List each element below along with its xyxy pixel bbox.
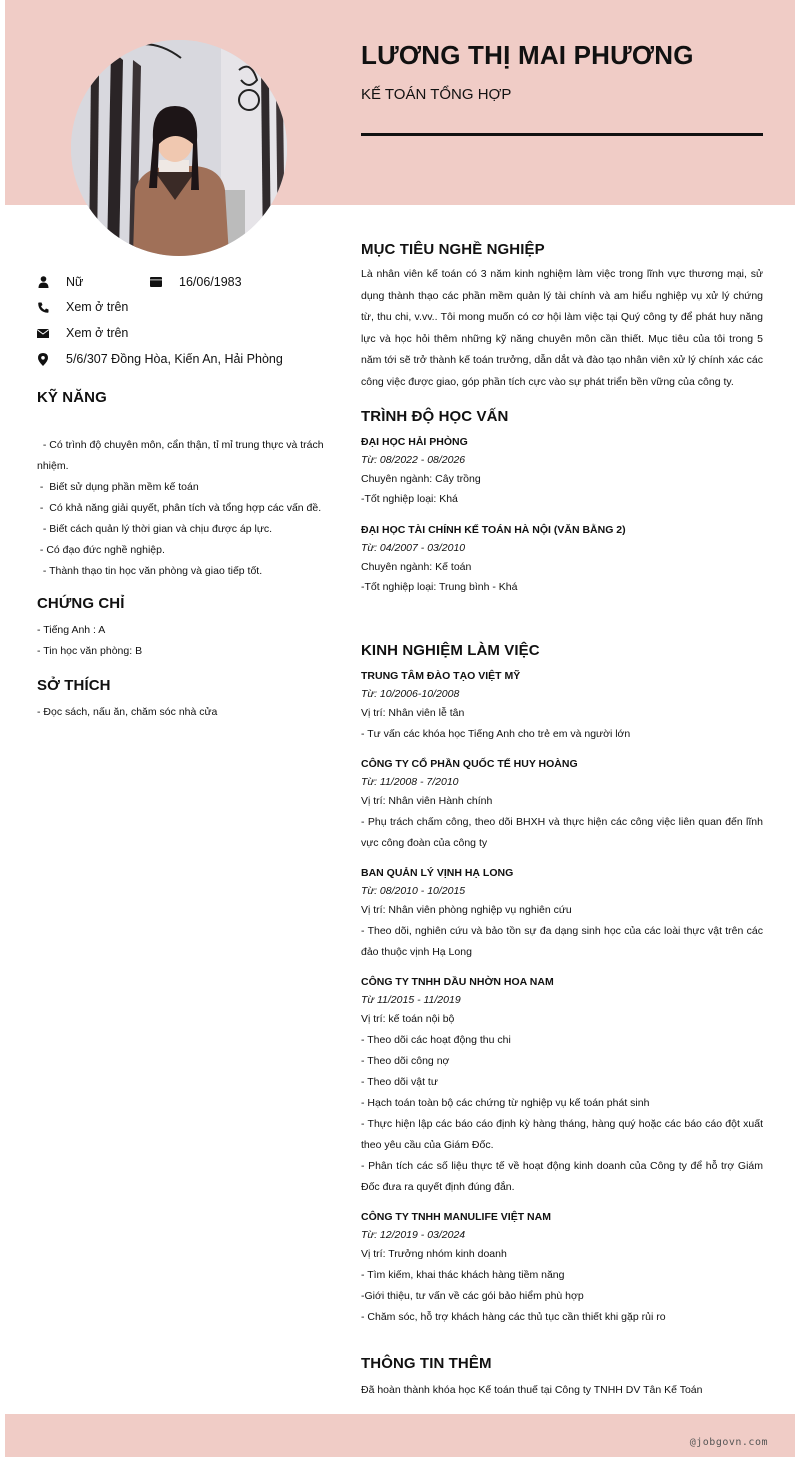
experience-detail: - Tìm kiếm, khai thác khách hàng tiềm năng [361, 1269, 565, 1281]
experience-period: Từ: 11/2008 - 7/2010 [361, 776, 459, 788]
skills-list [37, 435, 327, 582]
skill-item: - Thành thạo tin học văn phòng và giao tiếp tốt. [37, 565, 263, 577]
experience-detail: - Tư vấn các khóa học Tiếng Anh cho trẻ em và người lớn [361, 728, 631, 740]
candidate-name: LƯƠNG THỊ MAI PHƯƠNG [361, 40, 694, 70]
experience-detail: - Phụ trách chấm công, theo dõi BHXH và thực hiện các công việc liên quan đến lĩnh vực công đoàn của công ty [361, 816, 763, 849]
education-detail: Chuyên ngành: Cây trồng [361, 473, 481, 485]
education-heading: TRÌNH ĐỘ HỌC VẤN [361, 408, 509, 425]
school-name: ĐẠI HỌC TÀI CHÍNH KẾ TOÁN HÀ NỘI (VĂN BẰNG 2) [361, 524, 626, 536]
experience-detail: Vị trí: kế toán nội bộ [361, 1013, 455, 1025]
skills-heading: KỸ NĂNG [37, 389, 107, 406]
experience-period: Từ: 08/2010 - 10/2015 [361, 885, 466, 897]
experience-detail: - Phân tích các số liệu thực tế về hoạt động kinh doanh của Công ty để hỗ trợ Giám Đốc đưa ra quyết định đúng đắn. [361, 1160, 763, 1193]
mail-icon [37, 327, 49, 339]
experience-heading: KINH NGHIỆM LÀM VIỆC [361, 642, 540, 659]
school-name: ĐẠI HỌC HẢI PHÒNG [361, 436, 468, 448]
location-pin-icon [37, 353, 49, 365]
experience-detail: - Theo dõi, nghiên cứu và bảo tồn sự đa dạng sinh học của các loài thực vật trên các đảo thuộc vịnh Hạ Long [361, 925, 763, 958]
experience-detail: Vị trí: Nhân viên Hành chính [361, 795, 493, 807]
additional-text: Đã hoàn thành khóa học Kế toán thuế tại Công ty TNHH DV Tân Kế Toán [361, 1384, 703, 1396]
experience-detail: Vị trí: Nhân viên phòng nghiệp vụ nghiên cứu [361, 904, 572, 916]
hobbies-heading: SỞ THÍCH [37, 677, 111, 694]
email-row [37, 324, 128, 342]
company-name: TRUNG TÂM ĐÀO TẠO VIỆT MỸ [361, 670, 521, 682]
education-detail: Chuyên ngành: Kế toán [361, 561, 472, 573]
portrait-photo [71, 40, 287, 256]
address-value: 5/6/307 Đồng Hòa, Kiến An, Hải Phòng [66, 352, 283, 366]
experience-detail: - Theo dõi công nợ [361, 1055, 450, 1067]
education-period: Từ: 08/2022 - 08/2026 [361, 454, 466, 466]
experience-entry [361, 1208, 763, 1328]
skill-item: - Có khả năng giải quyết, phân tích và tổng hợp các vấn đề. [37, 502, 322, 514]
cv-page [5, 0, 795, 1457]
education-entry [361, 521, 763, 597]
experience-detail: -Giới thiệu, tư vấn về các gói bảo hiểm phù hợp [361, 1290, 584, 1302]
objective-section [361, 264, 763, 393]
skill-item: - Biết sử dụng phần mềm kế toán [37, 481, 199, 493]
experience-list [361, 667, 763, 1328]
person-icon [37, 276, 49, 288]
experience-entry [361, 755, 763, 854]
experience-detail: Vị trí: Trưởng nhóm kinh doanh [361, 1248, 507, 1260]
phone-value: Xem ở trên [66, 300, 129, 314]
title-divider [361, 133, 763, 136]
objective-text: Là nhân viên kế toán có 3 năm kinh nghiệm làm việc trong lĩnh vực thương mại, sử dụng thành thạo các phần mềm quản lý tài chính và am hiểu nghiệp vụ xử lý chứng từ, thu chi, v.vv.. Tôi mong muốn có cơ hội làm việc tại Quý công ty để phát huy năng lực và học hỏi thêm những kỹ năng chuyên môn cần thiết. Mục tiêu của tôi trong 5 năm tới sẽ trở thành kế toán trưởng, dẫn dắt và đào tạo nhân viên xử lý chính xác các công việc được giao, góp phần tích cực vào sự phát triển bền vững của công ty. [361, 268, 763, 388]
email-value: Xem ở trên [66, 326, 129, 340]
experience-detail: Vị trí: Nhân viên lễ tân [361, 707, 465, 719]
certificates-list [37, 620, 327, 662]
job-title: KẾ TOÁN TỔNG HỢP [361, 86, 512, 103]
company-name: CÔNG TY TNHH MANULIFE VIỆT NAM [361, 1211, 551, 1223]
phone-icon [37, 301, 49, 313]
avatar [71, 40, 287, 256]
objective-heading: MỤC TIÊU NGHỀ NGHIỆP [361, 241, 545, 258]
experience-period: Từ: 10/2006-10/2008 [361, 688, 460, 700]
experience-detail: - Hạch toán toàn bộ các chứng từ nghiệp vụ kế toán phát sinh [361, 1097, 650, 1109]
experience-period: Từ: 12/2019 - 03/2024 [361, 1229, 466, 1241]
skill-item: - Biết cách quản lý thời gian và chịu được áp lực. [37, 523, 273, 535]
gender-value: Nữ [66, 275, 84, 289]
experience-detail: - Chăm sóc, hỗ trợ khách hàng các thủ tục cần thiết khi gặp rủi ro [361, 1311, 666, 1323]
experience-entry [361, 667, 763, 745]
experience-detail: - Thực hiện lập các báo cáo định kỳ hàng tháng, hàng quý hoặc các báo cáo đột xuất theo yêu cầu của Giám Đốc. [361, 1118, 763, 1151]
hobby-item: - Đọc sách, nấu ăn, chăm sóc nhà cửa [37, 706, 218, 718]
birthday-value: 16/06/1983 [179, 275, 242, 289]
experience-entry [361, 864, 763, 963]
education-list [361, 433, 763, 597]
skill-item: - Có trình độ chuyên môn, cẩn thận, tỉ mỉ trung thực và trách nhiệm. [37, 439, 327, 472]
hobbies-list [37, 702, 327, 723]
certificates-heading: CHỨNG CHỈ [37, 595, 125, 612]
certificate-item: - Tin học văn phòng: B [37, 645, 143, 657]
company-name: CÔNG TY TNHH DẦU NHỜN HOA NAM [361, 976, 554, 988]
gender-row [37, 273, 242, 291]
experience-period: Từ 11/2015 - 11/2019 [361, 994, 461, 1006]
education-entry [361, 433, 763, 509]
company-name: BAN QUẢN LÝ VỊNH HẠ LONG [361, 867, 514, 879]
skill-item: - Có đạo đức nghề nghiệp. [37, 544, 165, 556]
certificate-item: - Tiếng Anh : A [37, 624, 106, 636]
experience-detail: - Theo dõi các hoạt động thu chi [361, 1034, 511, 1046]
experience-entry [361, 973, 763, 1198]
calendar-icon [150, 276, 162, 288]
footer-band [5, 1414, 795, 1457]
education-period: Từ: 04/2007 - 03/2010 [361, 542, 466, 554]
address-row [37, 350, 283, 368]
company-name: CÔNG TY CỔ PHẦN QUỐC TẾ HUY HOÀNG [361, 758, 578, 770]
additional-heading: THÔNG TIN THÊM [361, 1355, 492, 1372]
education-detail: -Tốt nghiệp loại: Trung bình - Khá [361, 581, 518, 593]
experience-detail: - Theo dõi vật tư [361, 1076, 438, 1088]
education-detail: -Tốt nghiệp loại: Khá [361, 493, 458, 505]
phone-row [37, 298, 128, 316]
watermark: @jobgovn.com [689, 1437, 768, 1448]
